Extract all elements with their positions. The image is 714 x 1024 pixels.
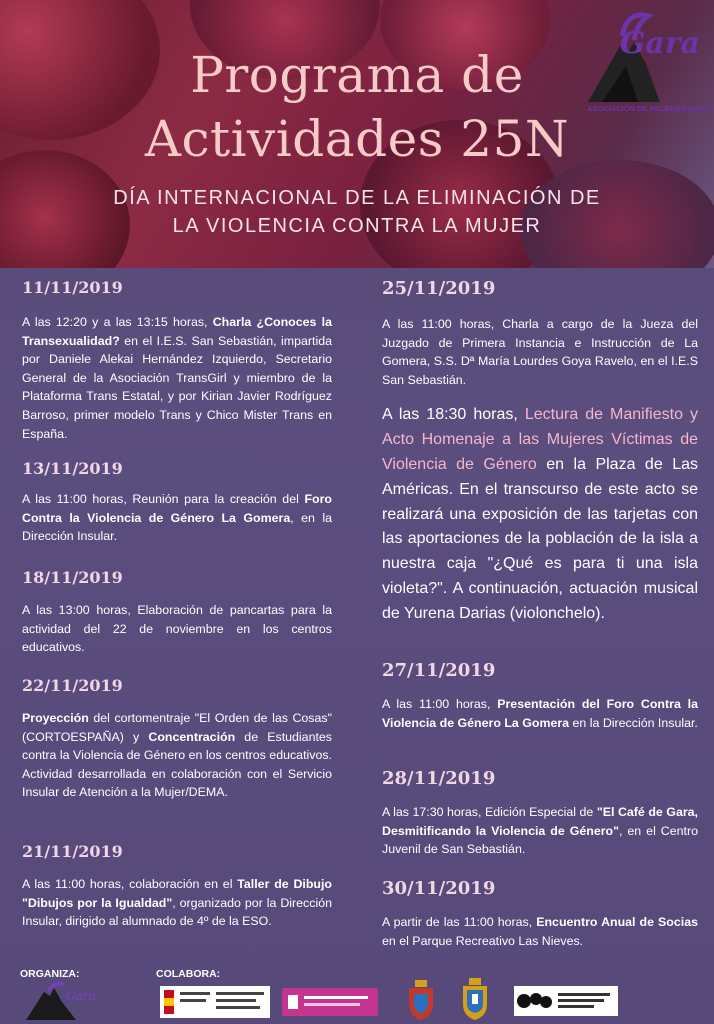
event-18-11 (22, 568, 332, 657)
event-description: A las 11:00 horas, Charla a cargo de la Jueza del Juzgado de Primera Instancia e Instrucción de La Gomera, S.S. Dª María Lourdes Goya Ravelo, en el I.E.S San Sebastián. (382, 317, 698, 387)
subtitle-line-2: LA VIOLENCIA CONTRA LA MUJER (172, 215, 542, 237)
event-description: A las 13:00 horas, Elaboración de pancartas para la actividad del 22 de noviembre en los centros educativos. (22, 603, 332, 655)
title-line-1: Programa de (190, 46, 524, 104)
event-21-11 (22, 842, 332, 931)
event-11-11 (22, 278, 332, 443)
gara-logo-caption: ASOCIACIÓN DE MUJERES GARA (587, 104, 710, 113)
event-22-11 (22, 676, 332, 802)
event-description: A las 11:00 horas, Presentación del Foro Contra la Violencia de Género La Gomera en la Dirección Insular. (382, 697, 698, 730)
gara-logo (568, 6, 706, 118)
event-description: Proyección del cortomentraje "El Orden de las Cosas" (CORTOESPAÑA) y Concentración de Estudiantes contra la Violencia de Género en los centros educativos. Actividad desarrollada en colaboración con el Servicio Insular de Atención a la Mujer/DEMA. (22, 711, 332, 800)
gara-footer-logo-icon (18, 982, 100, 1022)
event-description: A las 17:30 horas, Edición Especial de "El Café de Gara, Desmitificando la Violencia de Género", en el Centro Juvenil de San Sebastián. (382, 805, 698, 857)
event-date: 18/11/2019 (22, 568, 123, 587)
event-25-11 (382, 278, 698, 627)
event-date: 30/11/2019 (382, 878, 496, 899)
footer-sponsors (0, 960, 714, 1024)
event-description: A las 12:20 y a las 13:15 horas, Charla ¿Conoces la Transexualidad? en el I.E.S. San Sebastián, impartida por Daniele Alekai Hernández Izquierdo, Secretario General de la Asociación TransGirl y miembro de la Plataforma Trans Estatal, y por Kirian Javier Rodríguez Barroso, primer modelo Trans y Chico Mister Trans en España. (22, 315, 332, 441)
event-27-11 (382, 660, 698, 732)
event-date: 28/11/2019 (382, 768, 496, 789)
event-description: A las 11:00 horas, colaboración en el Taller de Dibujo "Dibujos por la Igualdad", organizado por la Dirección Insular, dirigido al alumnado de 4º de la ESO. (22, 877, 332, 929)
volcano-icon (568, 6, 706, 118)
svg-text:Gara: Gara (66, 989, 96, 1003)
government-of-spain-logo-icon (160, 986, 270, 1018)
colabora-label: COLABORA: (156, 968, 221, 980)
event-28-11 (382, 768, 698, 859)
event-date: 21/11/2019 (22, 842, 123, 861)
servicio-insular-mujer-logo-icon (514, 986, 618, 1016)
organiza-label: ORGANIZA: (20, 968, 80, 980)
event-13-11 (22, 459, 332, 546)
event-30-11 (382, 878, 698, 950)
event-date: 22/11/2019 (22, 676, 123, 695)
event-description: A las 11:00 horas, Reunión para la creación del Foro Contra la Violencia de Género La Gomera, en la Dirección Insular. (22, 492, 332, 544)
event-date: 11/11/2019 (22, 278, 123, 297)
san-sebastian-crest-icon (460, 978, 490, 1020)
gara-logo-name: Gara (619, 26, 700, 61)
event-description: A partir de las 11:00 horas, Encuentro Anual de Socias en el Parque Recreativo Las Nieves. (382, 915, 698, 948)
instituto-canario-igualdad-logo-icon (282, 988, 378, 1016)
event-date: 13/11/2019 (22, 459, 123, 478)
header-banner (0, 0, 714, 268)
event-date: 27/11/2019 (382, 660, 496, 681)
event-highlight-description: A las 18:30 horas, Lectura de Manifiesto y Acto Homenaje a las Mujeres Víctimas de Violencia de Género en la Plaza de Las Américas. En el transcurso de este acto se realizará una exposición de las tarjetas con las aportaciones de la población de la isla a nuestra caja "¿Qué es para ti una isla violeta?". A continuación, actuación musical de Yurena Darias (violonchelo). (382, 406, 699, 622)
subtitle-line-1: DÍA INTERNACIONAL DE LA ELIMINACIÓN DE (113, 187, 601, 209)
title-line-2: Actividades 25N (144, 110, 570, 168)
event-date: 25/11/2019 (382, 278, 496, 299)
cabildo-la-gomera-crest-icon (406, 980, 436, 1020)
